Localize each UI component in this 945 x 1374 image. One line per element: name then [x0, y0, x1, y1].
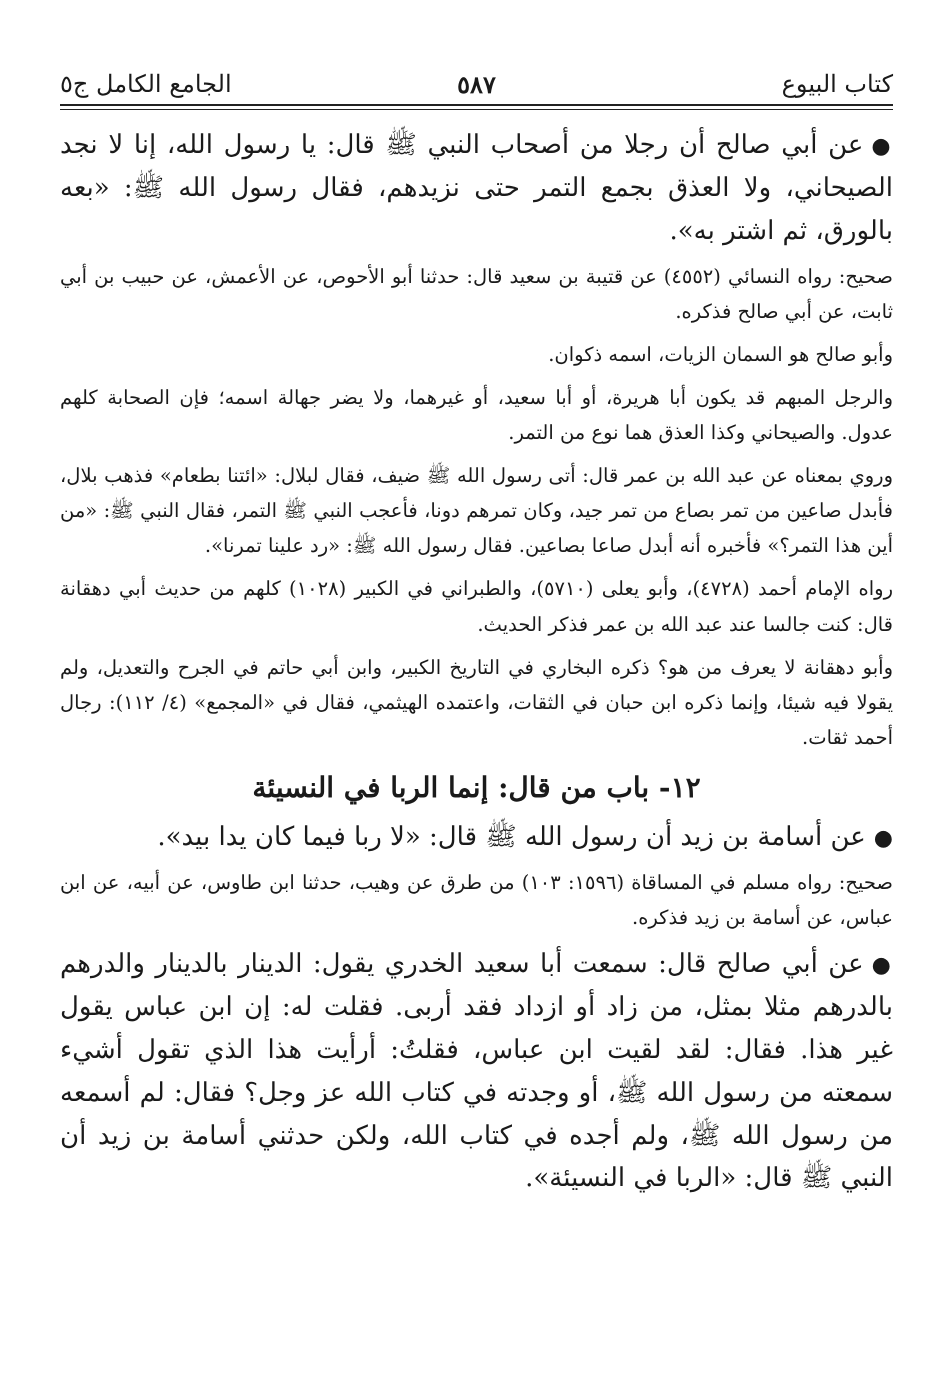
takhrij-paragraph: وأبو صالح هو السمان الزيات، اسمه ذكوان. [548, 342, 893, 366]
hadith-paragraph [60, 124, 893, 253]
takhrij-paragraph: وأبو دهقانة لا يعرف من هو؟ ذكره البخاري في التاريخ الكبير، وابن أبي حاتم في الجرح والتعديل، ولم يقولا فيه شيئا، وإنما ذكره ابن حبان في الثقات، واعتمده الهيثمي، فقال في «المجمع» (٤/ ١١٢): رجال أحمد ثقات. [60, 655, 893, 749]
takhrij-paragraph: رواه الإمام أحمد (٤٧٢٨)، وأبو يعلى (٥٧١٠)، والطبراني في الكبير (١٠٢٨) كلهم من حديث أبي دهقانة قال: كنت جالسا عند عبد الله بن عمر فذكر الحديث. [60, 577, 894, 636]
hadith-text: عن أبي صالح قال: سمعت أبا سعيد الخدري يقول: الدينار بالدينار والدرهم بالدرهم مثلا بمثل، من زاد أو ازداد فقد أربى. فقلت له: إن ابن عباس يقول غير هذا. فقال: لقد لقيت ابن عباس، فقلتُ: أرأيت هذا الذي تقول أشيء سمعته من رسول الله ﷺ، أو وجدته في كتاب الله عز وجل؟ فقال: لم أسمعه من رسول الله ﷺ، ولم أجده في كتاب الله، ولكن حدثني أسامة بن زيد أن النبي ﷺ قال: «الربا في النسيئة». [60, 948, 893, 1194]
takhrij-paragraph: والرجل المبهم قد يكون أبا هريرة، أو أبا سعيد، أو غيرهما، ولا يضر جهالة اسمه؛ فإن الصحابة كلهم عدول. والصيحاني وكذا العذق هما نوع من التمر. [60, 385, 893, 445]
running-header [60, 58, 893, 104]
hadith-text: عن أسامة بن زيد أن رسول الله ﷺ قال: «لا ربا فيما كان يدا بيد». [157, 821, 866, 852]
takhrij-paragraph: وروي بمعناه عن عبد الله بن عمر قال: أتى رسول الله ﷺ ضيف، فقال لبلال: «ائتنا بطعام» فذهب بلال، فأبدل صاعين من تمر بصاع من تمر جيد، وكان تمرهم دونا، فأعجب النبي ﷺ التمر، فقال النبي ﷺ: «من أين هذا التمر؟» فأخبره أنه أبدل صاعا بصاعين. فقال رسول الله ﷺ: «رد علينا تمرنا». [60, 464, 893, 558]
page-body [60, 124, 893, 1200]
hadith-paragraph [60, 816, 893, 859]
page-number: ٥٨٧ [457, 70, 496, 99]
header-rule-thick [60, 104, 893, 106]
takhrij-paragraph: صحيح: رواه النسائي (٤٥٥٢) عن قتيبة بن سعيد قال: حدثنا أبو الأحوص، عن الأعمش، عن حبيب بن أبي ثابت، عن أبي صالح فذكره. [60, 264, 893, 323]
header-series-title: الجامع الكامل ج٥ [60, 70, 232, 98]
hadith-paragraph [60, 943, 893, 1200]
bullet-icon: ● [871, 134, 893, 159]
header-book-title: كتاب البيوع [781, 70, 893, 98]
hadith-text: عن أبي صالح أن رجلا من أصحاب النبي ﷺ قال: يا رسول الله، إنا لا نجد الصيحاني، ولا العذق بجمع التمر حتى نزيدهم، فقال رسول الله ﷺ: «بعه بالورق، ثم اشتر به». [60, 130, 893, 246]
header-rule-thin [60, 109, 893, 110]
chapter-heading: ١٢- باب من قال: إنما الربا في النسيئة [252, 770, 701, 804]
bullet-icon: ● [873, 825, 893, 851]
bullet-icon: ● [871, 952, 893, 978]
takhrij-paragraph: صحيح: رواه مسلم في المساقاة (١٥٩٦: ١٠٣) من طرق عن وهيب، حدثنا ابن طاوس، عن أبيه، عن ابن عباس، عن أسامة بن زيد فذكره. [60, 870, 893, 929]
